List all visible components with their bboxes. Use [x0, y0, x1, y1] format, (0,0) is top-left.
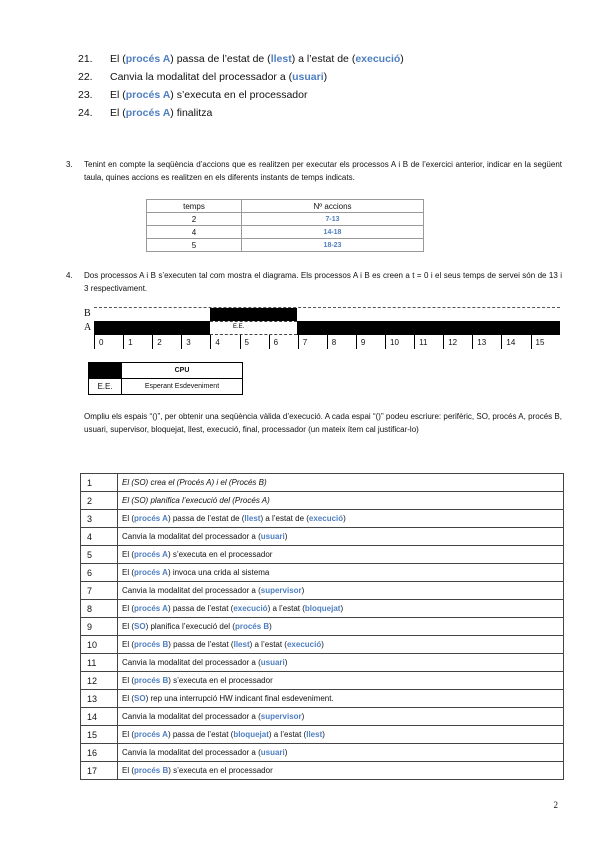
sentence-text: El (	[122, 730, 134, 739]
sentence-text: El (	[122, 514, 134, 523]
time-cell: 5	[147, 239, 242, 252]
sentence-text: Canvia la modalitat del processador a (	[122, 586, 261, 595]
actions-cell: 18-23	[242, 239, 424, 252]
sentence-text: ) passa de l’estat (	[167, 604, 234, 613]
filled-answer: supervisor	[260, 586, 302, 595]
table-row	[81, 636, 564, 654]
process-a-cpu-bar	[94, 321, 210, 335]
time-tick-label: 6	[273, 338, 279, 347]
time-tick	[152, 335, 153, 349]
filled-answer: procés A	[125, 53, 171, 65]
sentence-text: ) passa de l’estat de (	[170, 53, 271, 65]
table-row	[81, 546, 564, 564]
row-number: 16	[81, 744, 118, 762]
filled-answer: execució	[355, 53, 401, 65]
sentence-text: El (	[110, 53, 126, 65]
row-sentence	[118, 492, 564, 510]
table-row	[81, 690, 564, 708]
row-number: 1	[81, 474, 118, 492]
filled-answer: usuari	[292, 71, 324, 83]
sentence-text: ) a l’estat de (	[291, 53, 356, 65]
legend-table	[88, 362, 243, 395]
row-number: 14	[81, 708, 118, 726]
table-row	[147, 226, 424, 239]
sentence-text: )	[284, 658, 288, 667]
filled-answer: procés B	[134, 676, 169, 685]
time-tick-label: 5	[244, 338, 249, 347]
time-tick-label: 9	[360, 338, 366, 347]
question-4	[66, 269, 562, 295]
time-tick	[181, 335, 182, 349]
question-4-text: Dos processos A i B s’executen tal com mostra el diagrama. Els processos A i B es creen a t = 0 i el seus temps de servei són de 13 i 3 respectivament.	[84, 271, 562, 293]
time-tick	[443, 335, 444, 349]
time-tick	[356, 335, 357, 349]
filled-answer: supervisor	[260, 712, 302, 721]
page-number: 2	[553, 800, 558, 810]
filled-answer: procés A	[134, 514, 168, 523]
table-row	[147, 239, 424, 252]
filled-answer: procés A	[125, 89, 171, 101]
sentence-text: ) passa de l’estat (	[167, 730, 234, 739]
step-number: 22.	[78, 71, 93, 83]
sentence-text: ) a l’estat (	[268, 730, 307, 739]
times-table	[146, 199, 424, 252]
row-number: 7	[81, 582, 118, 600]
row-number: 4	[81, 528, 118, 546]
table-row	[81, 600, 564, 618]
sentence-text: ) s’executa en el processador	[170, 89, 308, 101]
sentence-text: El (SO) planifica l’execució del (Procés A)	[122, 496, 270, 505]
sentence-text: )	[269, 622, 272, 631]
row-label-a: A	[84, 322, 92, 333]
row-sentence	[118, 510, 564, 528]
time-tick-label: 13	[477, 338, 487, 347]
sentence-text: El (	[122, 640, 134, 649]
filled-answer: procés A	[134, 550, 168, 559]
filled-answer: llest	[270, 53, 292, 65]
sentence-text: )	[321, 640, 324, 649]
legend-ee-label: E.E.	[89, 379, 122, 395]
row-number: 11	[81, 654, 118, 672]
filled-answer: procés A	[125, 107, 171, 119]
row-sentence	[118, 636, 564, 654]
filled-answer: procés A	[134, 568, 168, 577]
time-cell: 4	[147, 226, 242, 239]
row-sentence	[118, 690, 564, 708]
sentence-text: El (	[110, 107, 126, 119]
table-row	[81, 528, 564, 546]
ee-label: E.E.	[233, 324, 245, 330]
table-row	[81, 618, 564, 636]
row-sentence	[118, 582, 564, 600]
filled-answer: procés B	[234, 622, 270, 631]
time-tick-label: 12	[448, 338, 458, 347]
table-row	[81, 672, 564, 690]
table-row	[81, 582, 564, 600]
sentence-text: ) rep una interrupció HW indicant final esdeveniment.	[145, 694, 334, 703]
sentence-text: El (	[122, 694, 134, 703]
row-number: 5	[81, 546, 118, 564]
instructions-text: Ompliu els espais “()”, per obtenir una seqüència vàlida d’execució. A cada espai “()” podeu escriure: perifèric, SO, procés A, procés B, usuari, supervisor, bloquejat, llest, execució, final, processador (un mateix ítem cal justificar-lo)	[84, 412, 562, 434]
time-tick	[327, 335, 328, 349]
time-tick-label: 4	[215, 338, 220, 347]
table-row	[81, 654, 564, 672]
row-number: 15	[81, 726, 118, 744]
time-tick	[501, 335, 502, 349]
row-sentence	[118, 744, 564, 762]
sentence-text: ) a l’estat de (	[260, 514, 309, 523]
row-sentence	[118, 600, 564, 618]
step-item	[78, 68, 404, 86]
actions-cell: 14-18	[242, 226, 424, 239]
filled-answer: llest	[233, 640, 250, 649]
row-sentence	[118, 546, 564, 564]
sentence-text: El (SO) crea el (Procés A) i el (Procés B)	[122, 478, 267, 487]
sentence-text: )	[301, 586, 305, 595]
sentence-text: ) a l’estat (	[249, 640, 287, 649]
sentence-text: ) invoca una crida al sistema	[167, 568, 270, 577]
filled-answer: procés A	[134, 604, 168, 613]
row-sentence	[118, 528, 564, 546]
row-sentence	[118, 762, 564, 780]
question-3-number: 3.	[66, 160, 73, 169]
filled-answer: execució	[286, 640, 322, 649]
question-3-text: Tenint en compte la seqüència d’accions que es realitzen per executar els processos A i B de l’exercici anterior, indicar en la següent taula, quines accions es realitzen en els diferents instants de temps indicats.	[84, 160, 562, 182]
sentence-text: El (	[122, 568, 134, 577]
time-cell: 2	[147, 213, 242, 226]
step-number: 24.	[78, 107, 93, 119]
row-number: 6	[81, 564, 118, 582]
row-sentence	[118, 654, 564, 672]
time-tick-label: 0	[99, 338, 104, 347]
sentence-text: ) planifica l’execució del (	[145, 622, 235, 631]
sentence-text: Canvia la modalitat del processador a (	[122, 712, 261, 721]
row-sentence	[118, 672, 564, 690]
row-number: 13	[81, 690, 118, 708]
sentence-text: )	[343, 514, 346, 523]
top-steps-list	[78, 50, 404, 122]
time-tick	[472, 335, 473, 349]
sentence-text: )	[301, 712, 305, 721]
time-tick-label: 8	[331, 338, 337, 347]
time-tick-label: 1	[128, 338, 133, 347]
step-item	[78, 50, 404, 68]
row-number: 12	[81, 672, 118, 690]
sentence-text: ) s’executa en el processador	[168, 676, 273, 685]
process-a-wait-bar	[210, 321, 297, 335]
sentence-text: Canvia la modalitat del processador a (	[110, 71, 293, 83]
table-row	[81, 744, 564, 762]
filled-answer: bloquejat	[304, 604, 341, 613]
step-number: 21.	[78, 53, 93, 65]
process-a-row	[94, 321, 560, 335]
question-3	[66, 158, 562, 184]
filled-answer: usuari	[260, 748, 285, 757]
sentence-text: ) s’executa en el processador	[167, 550, 273, 559]
filled-answer: execució	[308, 514, 344, 523]
row-sentence	[118, 564, 564, 582]
table-row	[81, 564, 564, 582]
time-tick	[414, 335, 415, 349]
sentence-text: )	[284, 532, 288, 541]
filled-answer: procés B	[134, 640, 169, 649]
table-row	[81, 726, 564, 744]
legend-cpu-label: CPU	[122, 363, 243, 379]
sentence-text: ) a l’estat (	[267, 604, 305, 613]
time-tick-label: 14	[506, 338, 516, 347]
row-sentence	[118, 708, 564, 726]
table-row	[81, 708, 564, 726]
sentence-text: El (	[122, 622, 134, 631]
time-tick	[531, 335, 532, 349]
table-header-row	[147, 200, 424, 213]
table-row	[81, 474, 564, 492]
row-number: 2	[81, 492, 118, 510]
row-number: 9	[81, 618, 118, 636]
header-cell: temps	[147, 200, 242, 213]
row-number: 17	[81, 762, 118, 780]
filled-answer: procés B	[134, 766, 169, 775]
process-a-cpu-bar	[297, 321, 560, 335]
table-row	[81, 762, 564, 780]
time-tick	[269, 335, 270, 349]
sentence-text: )	[284, 748, 288, 757]
process-b-cpu-bar	[210, 308, 297, 322]
sentence-text: Canvia la modalitat del processador a (	[122, 532, 261, 541]
sentence-text: El (	[122, 604, 134, 613]
sentence-text: )	[340, 604, 344, 613]
filled-answer: usuari	[260, 532, 285, 541]
legend-cpu-swatch	[89, 363, 122, 379]
table-row	[147, 213, 424, 226]
row-sentence	[118, 726, 564, 744]
row-number: 10	[81, 636, 118, 654]
step-item	[78, 104, 404, 122]
sentence-text: Canvia la modalitat del processador a (	[122, 748, 261, 757]
sentence-text: ) passa de l’estat (	[168, 640, 234, 649]
time-tick-label: 7	[302, 338, 308, 347]
step-item	[78, 86, 404, 104]
sentence-text: El (	[122, 550, 134, 559]
row-label-b: B	[84, 308, 91, 319]
row-sentence	[118, 474, 564, 492]
time-tick	[240, 335, 241, 349]
sequence-table	[80, 473, 564, 780]
legend-ee-description: Esperant Esdeveniment	[122, 379, 243, 395]
actions-cell: 7-13	[242, 213, 424, 226]
filled-answer: SO	[134, 622, 146, 631]
filled-answer: llest	[244, 514, 261, 523]
filled-answer: bloquejat	[233, 730, 269, 739]
sentence-text: )	[323, 71, 328, 83]
table-row	[81, 510, 564, 528]
time-tick-label: 2	[157, 338, 162, 347]
process-b-row	[94, 307, 560, 322]
sentence-text: El (	[122, 766, 134, 775]
sentence-text: El (	[110, 89, 126, 101]
filled-answer: llest	[306, 730, 323, 739]
sentence-text: )	[400, 53, 404, 65]
question-4-number: 4.	[66, 271, 73, 280]
step-number: 23.	[78, 89, 93, 101]
filled-answer: execució	[233, 604, 268, 613]
time-tick	[210, 335, 211, 349]
row-number: 3	[81, 510, 118, 528]
row-number: 8	[81, 600, 118, 618]
sentence-text: ) passa de l’estat de (	[167, 514, 245, 523]
filled-answer: usuari	[260, 658, 285, 667]
sentence-text: Canvia la modalitat del processador a (	[122, 658, 261, 667]
row-sentence	[118, 618, 564, 636]
sentence-text: ) finalitza	[170, 107, 213, 119]
sentence-text: ) s’executa en el processador	[168, 766, 273, 775]
time-tick	[94, 335, 95, 349]
table-row	[81, 492, 564, 510]
time-tick-label: 3	[186, 338, 191, 347]
time-tick	[298, 335, 299, 349]
header-cell: Nº accions	[242, 200, 424, 213]
time-tick-label: 10	[390, 338, 399, 347]
time-tick	[123, 335, 124, 349]
sentence-text: El (	[122, 676, 134, 685]
time-tick-label: 11	[419, 338, 428, 347]
filled-answer: procés A	[134, 730, 168, 739]
time-tick-label: 15	[535, 338, 545, 347]
sentence-text: )	[322, 730, 325, 739]
time-tick	[385, 335, 386, 349]
filled-answer: SO	[134, 694, 146, 703]
